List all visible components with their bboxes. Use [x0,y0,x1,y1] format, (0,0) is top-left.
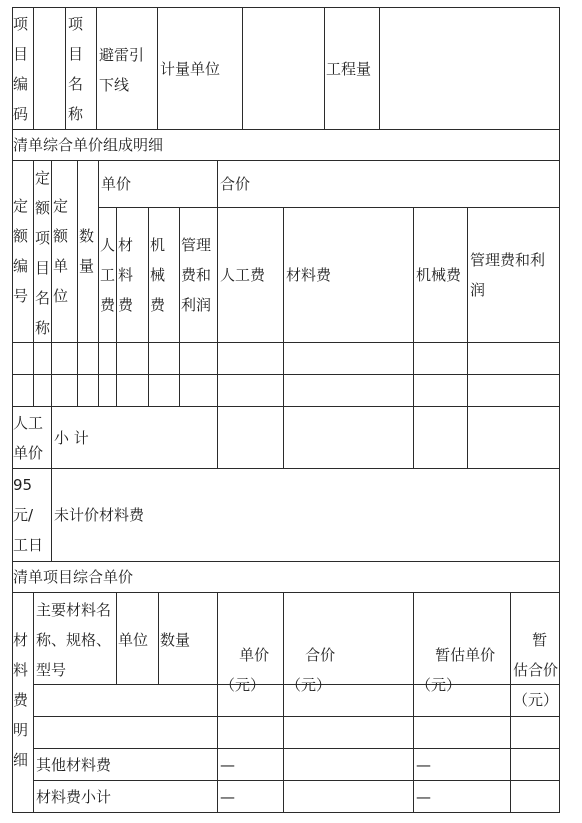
quota-unit-header [52,161,78,343]
detail-row-1-c11 [414,343,468,375]
unit-labor-header-text: 人工费 [100,236,116,314]
material-subtotal-dash-1-text: — [220,787,235,806]
detail-row-2-c9 [218,375,284,407]
material-qty-header [159,593,218,685]
total-material-header [284,208,414,343]
detail-row-2-c6 [117,375,149,407]
project-name-value [97,7,158,130]
material-est-total-header [511,593,560,709]
unit-machine-header-text: 机械费 [150,236,166,314]
unit-label-text: 计量单位 [160,60,221,78]
other-material-total [284,749,414,781]
material-subtotal-label [34,781,218,813]
labor-rate-value-text: 95元/工日 [13,476,44,554]
other-material-est-total [511,749,560,781]
total-material-header-text: 材料费 [286,266,332,284]
material-est-total-header-text: 暂估合价 （元） [513,631,559,709]
detail-row-1-c3 [52,343,78,375]
other-material-dash-1-text: — [220,755,235,774]
total-price-header-text: 合价 [220,175,251,193]
subtotal-material [284,407,414,469]
total-labor-header-text: 人工费 [220,266,266,284]
quota-unit-header-text: 定额单位 [53,197,69,305]
detail-row-1-c1 [12,343,34,375]
material-unit-price-header-text: 单价 （元） [220,646,270,694]
detail-row-1-c12 [468,343,560,375]
unpriced-material-label-text: 未计价材料费 [54,506,145,524]
material-subtotal-dash-1 [218,781,284,813]
material-row-2-price [218,717,284,749]
material-subtotal-dash-2-text: — [416,787,431,806]
material-row-1-price [218,685,284,717]
quota-code-header [12,161,34,343]
detail-row-2-c4 [78,375,99,407]
material-total-header-text: 合价 （元） [286,646,336,694]
detail-row-1-c2 [34,343,52,375]
detail-row-1-c8 [180,343,218,375]
detail-row-1-c5 [99,343,117,375]
total-mgmt-header-text: 管理费和利润 [470,251,546,299]
detail-row-1-c10 [284,343,414,375]
material-name-header [34,593,117,685]
detail-section-title [12,130,560,161]
material-subtotal-label-text: 材料费小计 [36,787,112,806]
other-material-dash-2 [414,749,511,781]
total-price-header [218,161,560,208]
material-total-header [284,593,414,694]
unit-price-header-text: 单价 [101,175,132,193]
detail-row-2-c7 [149,375,180,407]
material-subtotal-dash-2 [414,781,511,813]
detail-row-2-c10 [284,375,414,407]
total-machine-header-text: 机械费 [416,266,462,284]
unpriced-material-label [52,469,560,562]
other-material-dash-2-text: — [416,755,431,774]
unit-machine-header [149,208,180,343]
detail-row-1-c6 [117,343,149,375]
quantity-value [380,7,560,130]
unit-value [243,7,325,130]
material-subtotal-est-total [511,781,560,813]
detail-row-1-c9 [218,343,284,375]
total-labor-header [218,208,284,343]
unit-material-header-text: 材料费 [118,236,134,314]
unit-material-header [117,208,149,343]
quantity-label [325,7,380,130]
material-row-1-est-price [414,685,511,717]
subtotal-machine [414,407,468,469]
subtotal-mgmt [468,407,560,469]
labor-rate-label [12,407,52,469]
labor-rate-value [12,469,52,562]
material-row-1-est-total [511,685,560,717]
material-est-unit-header [414,593,511,694]
material-detail-side-label [12,593,34,813]
total-mgmt-header [468,208,560,343]
material-row-2-total [284,717,414,749]
material-subtotal-total [284,781,414,813]
other-material-dash-1 [218,749,284,781]
material-row-2-est-price [414,717,511,749]
material-unit-price-header [218,593,284,694]
quota-name-header-text: 定额项目名称 [35,169,51,337]
material-name-header-text: 主要材料名称、规格、型号 [36,601,112,679]
quantity-header-text: 数量 [79,227,95,275]
unit-mgmt-header-text: 管理费和利润 [181,236,212,314]
material-detail-side-label-text: 材料费明细 [13,631,29,769]
subtotal-label-text: 小 计 [54,428,89,447]
project-name-label: 项目名称 [66,7,97,130]
total-machine-header [414,208,468,343]
material-unit-header [117,593,159,685]
project-code-label: 项目编码 [12,7,34,130]
unit-price-header [99,161,218,208]
detail-row-2-c1 [12,375,34,407]
other-material-label-text: 其他材料费 [36,755,112,774]
material-row-1-name [34,685,218,717]
unit-label [158,7,243,130]
detail-row-2-c11 [414,375,468,407]
quantity-header [78,161,99,343]
quota-name-header [34,161,52,343]
unit-mgmt-header [180,208,218,343]
material-est-unit-header-text: 暂估单价 （元） [416,646,496,694]
detail-section-title-text: 清单综合单价组成明细 [13,136,164,154]
material-row-1-total [284,685,414,717]
detail-row-2-c3 [52,375,78,407]
quantity-label-text: 工程量 [326,60,372,78]
detail-row-1-c7 [149,343,180,375]
detail-row-2-c8 [180,375,218,407]
detail-row-2-c5 [99,375,117,407]
detail-row-1-c4 [78,343,99,375]
detail-row-2-c12 [468,375,560,407]
material-row-2-name [34,717,218,749]
project-name-text: 避雷引下线 [99,46,145,94]
detail-row-2-c2 [34,375,52,407]
quota-code-header-text: 定额编号 [13,197,29,305]
subtotal-labor [218,407,284,469]
composite-section-title [12,562,560,593]
composite-section-title-text: 清单项目综合单价 [13,568,134,586]
unit-labor-header [99,208,117,343]
project-code-value [34,7,66,130]
subtotal-label [52,407,218,469]
material-row-2-est-total [511,717,560,749]
material-unit-header-text: 单位 [118,631,149,649]
labor-rate-label-text: 人工单价 [13,414,44,462]
material-qty-header-text: 数量 [160,631,191,649]
other-material-label [34,749,218,781]
